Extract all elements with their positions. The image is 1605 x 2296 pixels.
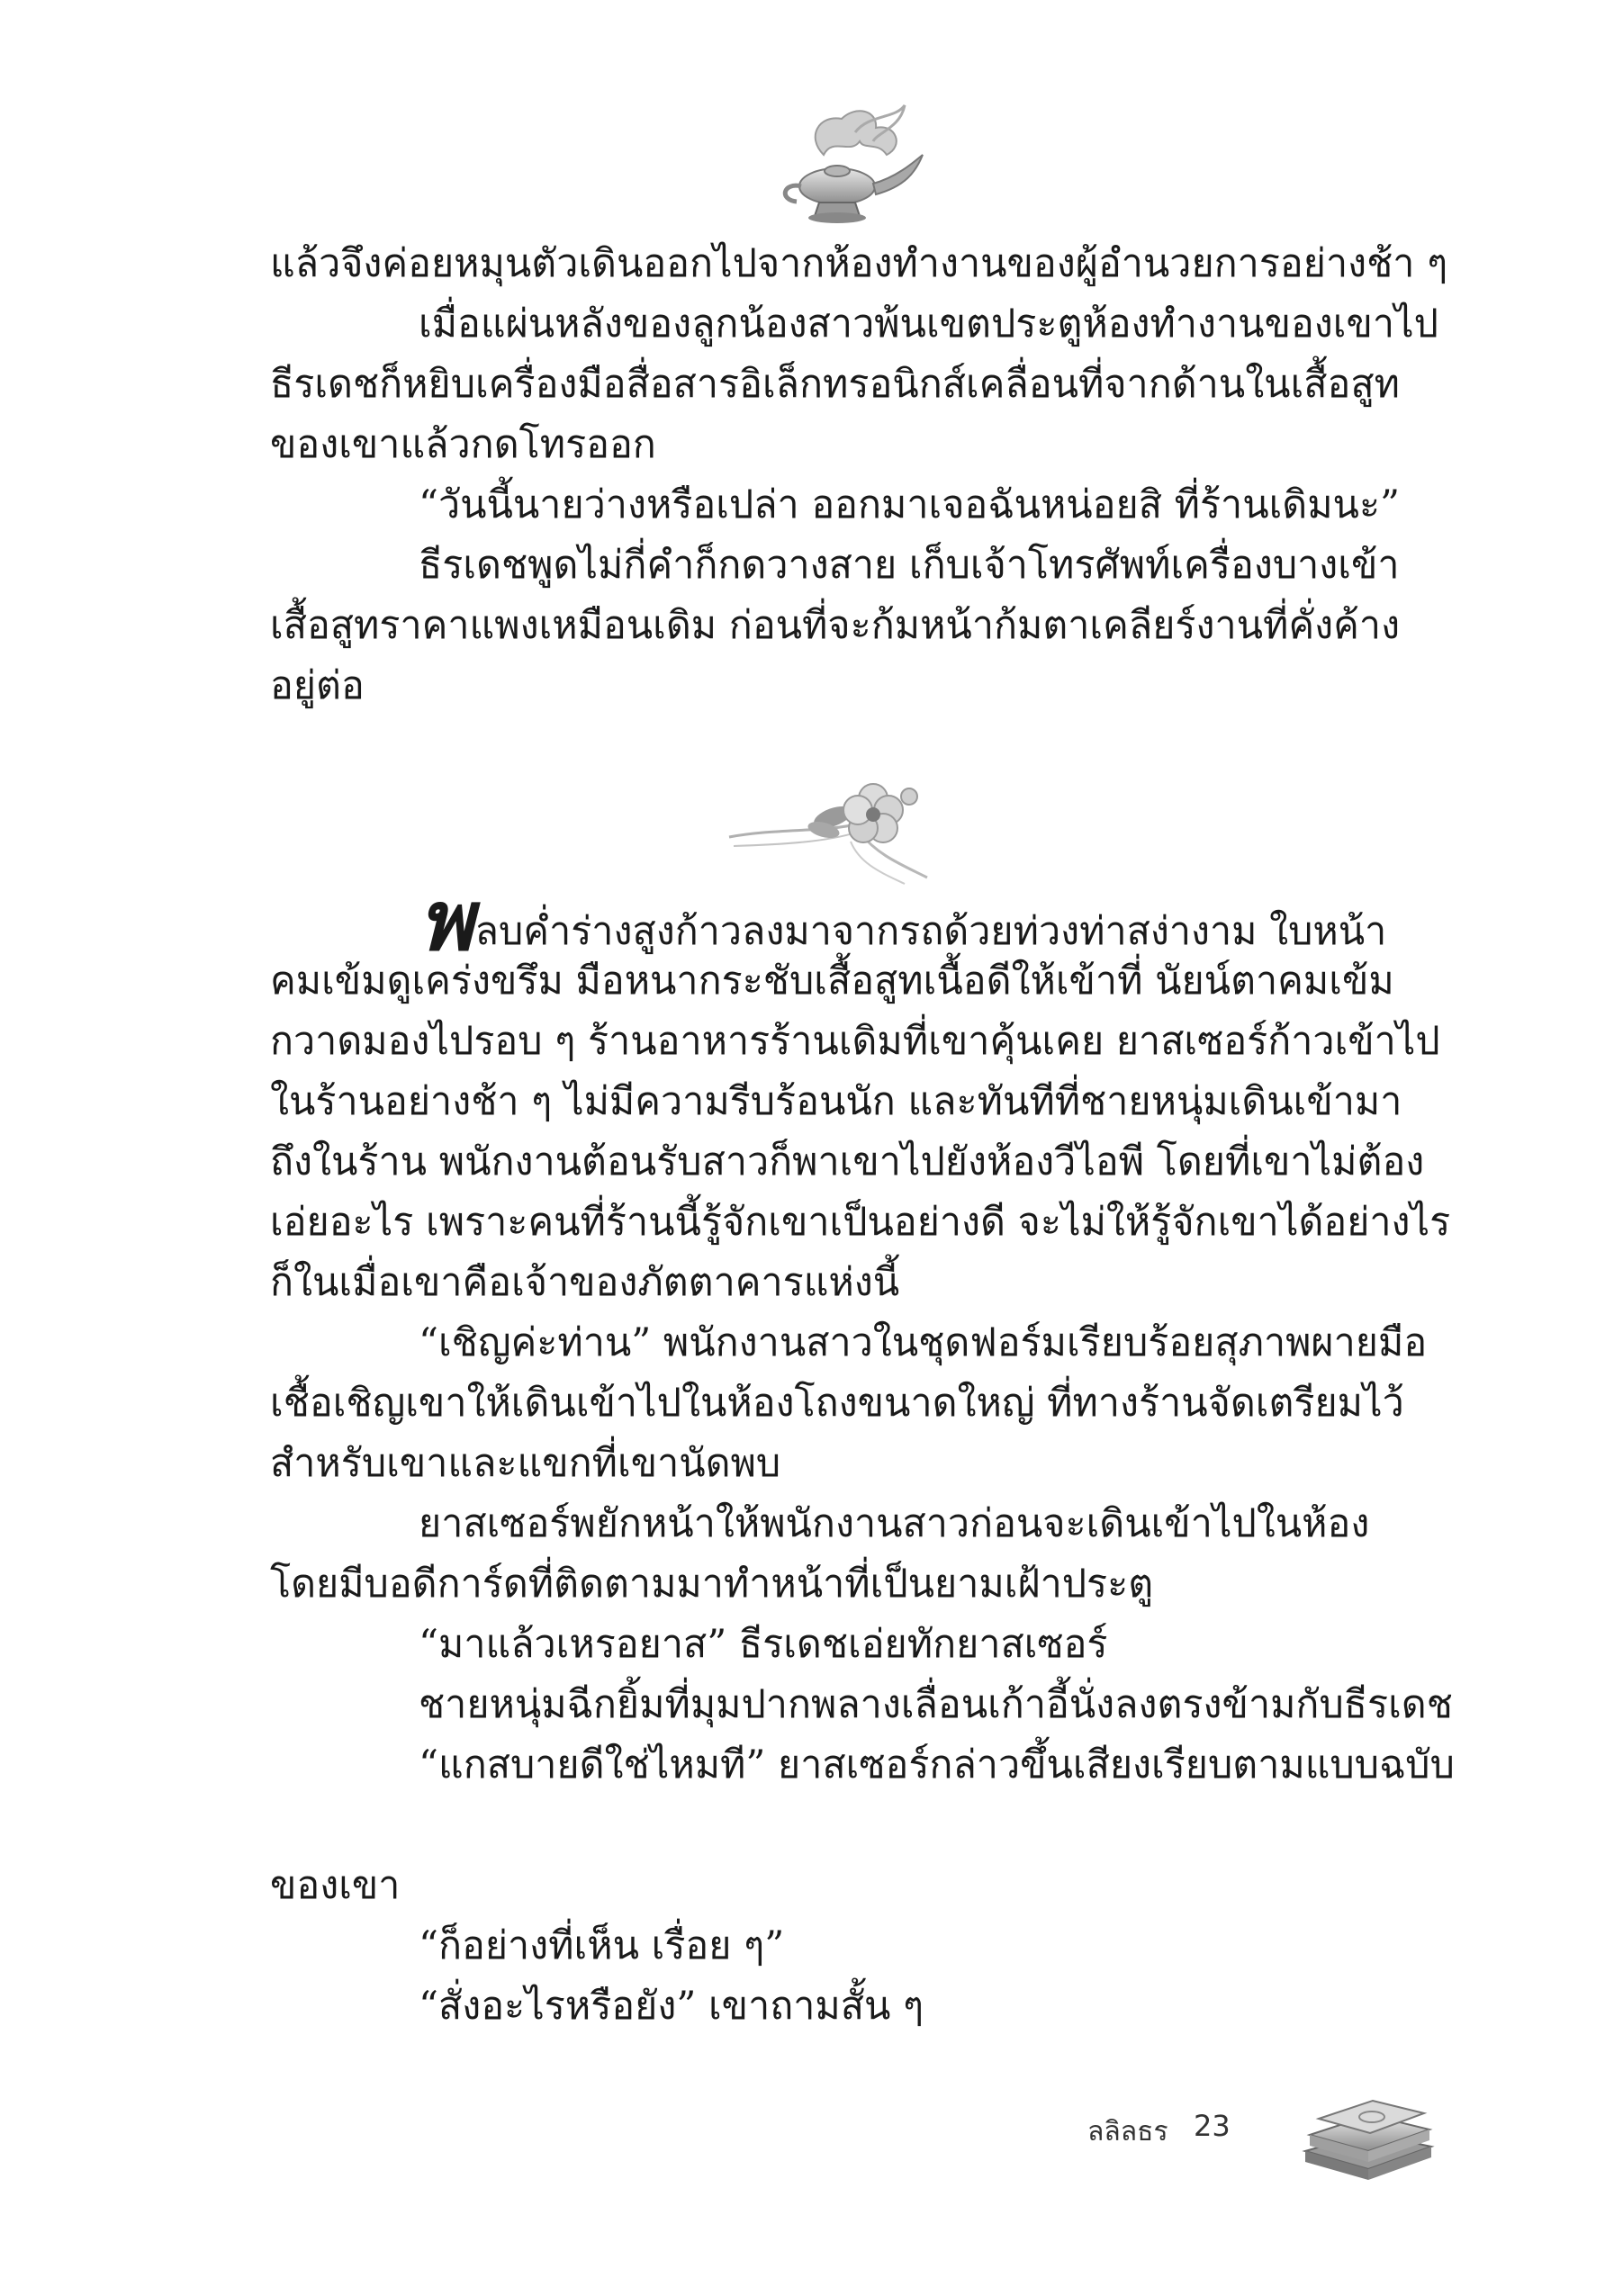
text-line-6: ก็ในเมื่อเขาคือเจ้าของภัตตาคารแห่งนี้ — [270, 1260, 900, 1305]
flower-spray-icon — [725, 774, 936, 887]
page-number: 23 — [1194, 2109, 1231, 2143]
text-line-13: ชายหนุ่มฉีกยิ้มที่มุมปากพลางเลื่อนเก้าอี้นั่งลงตรงข้ามกับธีรเดช — [419, 1682, 1453, 1727]
text-line-15 — [270, 1796, 1413, 1856]
text-line-7: “เชิญค่ะท่าน” พนักงานสาวในชุดฟอร์มเรียบร้อยสุภาพผายมือ — [419, 1320, 1428, 1365]
text-line-18: “สั่งอะไรหรือยัง” เขาถามสั้น ๆ — [419, 1984, 924, 2029]
text-line-8: เชื้อเชิญเขาให้เดินเข้าไปในห้องโถงขนาดใหญ่ ที่ทางร้านจัดเตรียมไว้ — [270, 1381, 1404, 1426]
dropcap-line — [270, 872, 1413, 969]
text-block-top — [270, 234, 1448, 716]
text-line-9: สำหรับเขาและแขกที่เขานัดพบ — [270, 1441, 781, 1486]
money-stack-icon — [1296, 2088, 1440, 2187]
text-line-5: เอ่ยอะไร เพราะคนที่ร้านนี้รู้จักเขาเป็นอย่างดี จะไม่ให้รู้จักเขาได้อย่างไร — [270, 1200, 1451, 1245]
text-line-top-6: ธีรเดชพูดไม่กี่คำก็กดวางสาย เก็บเจ้าโทรศัพท์เครื่องบางเข้า — [419, 543, 1400, 588]
dropcap-rest: ลบค่ำร่างสูงก้าวลงมาจากรถด้วยท่วงท่าสง่างาม ใบหน้า — [474, 909, 1387, 954]
text-line-top-7: เสื้อสูทราคาแพงเหมือนเดิม ก่อนที่จะก้มหน้าก้มตาเคลียร์งานที่คั่งค้าง — [270, 603, 1401, 648]
text-line-top-5: “วันนี้นายว่างหรือเปล่า ออกมาเจอฉันหน่อยสิ ที่ร้านเดิมนะ” — [419, 482, 1401, 527]
text-line-top-4: ของเขาแล้วกดโทรออก — [270, 422, 656, 467]
text-line-17: “ก็อย่างที่เห็น เรื่อย ๆ” — [419, 1923, 785, 1968]
text-line-12: “มาแล้วเหรอยาส” ธีรเดชเอ่ยทักยาสเซอร์ — [419, 1622, 1108, 1667]
text-line-2: กวาดมองไปรอบ ๆ ร้านอาหารร้านเดิมที่เขาคุ้นเคย ยาสเซอร์ก้าวเข้าไป — [270, 1019, 1440, 1064]
text-line-14: “แกสบายดีใช่ไหมที” ยาสเซอร์กล่าวขึ้นเสียงเรียบตามแบบฉบับ — [419, 1742, 1455, 1787]
text-line-top-8: อยู่ต่อ — [270, 663, 365, 708]
text-line-top-1: แล้วจึงค่อยหมุนตัวเดินออกไปจากห้องทำงานของผู้อำนวยการอย่างช้า ๆ — [270, 241, 1448, 286]
magic-lamp-icon — [770, 101, 927, 231]
text-line-11: โดยมีบอดีการ์ดที่ติดตามมาทำหน้าที่เป็นยามเฝ้าประตู — [270, 1562, 1154, 1607]
text-line-top-2: เมื่อแผ่นหลังของลูกน้องสาวพ้นเขตประตูห้องทำงานของเขาไป — [419, 302, 1438, 347]
dropcap-letter: พ — [419, 872, 473, 969]
text-block-bottom — [270, 872, 1455, 2037]
text-line-10: ยาสเซอร์พยักหน้าให้พนักงานสาวก่อนจะเดินเข้าไปในห้อง — [419, 1501, 1370, 1546]
footer-book-title: ลลิลธร — [1087, 2116, 1168, 2147]
text-line-16: ของเขา — [270, 1863, 401, 1908]
text-line-top-3: ธีรเดชก็หยิบเครื่องมือสื่อสารอิเล็กทรอนิกส์เคลื่อนที่จากด้านในเสื้อสูท — [270, 362, 1400, 407]
text-line-1: คมเข้มดูเคร่งขรึม มือหนากระชับเสื้อสูทเนื้อดีให้เข้าที่ นัยน์ตาคมเข้ม — [270, 959, 1394, 1004]
text-line-4: ถึงในร้าน พนักงานต้อนรับสาวก็พาเขาไปยังห้องวีไอพี โดยที่เขาไม่ต้อง — [270, 1139, 1425, 1184]
text-line-3: ในร้านอย่างช้า ๆ ไม่มีความรีบร้อนนัก และทันทีที่ชายหนุ่มเดินเข้ามา — [270, 1079, 1402, 1124]
